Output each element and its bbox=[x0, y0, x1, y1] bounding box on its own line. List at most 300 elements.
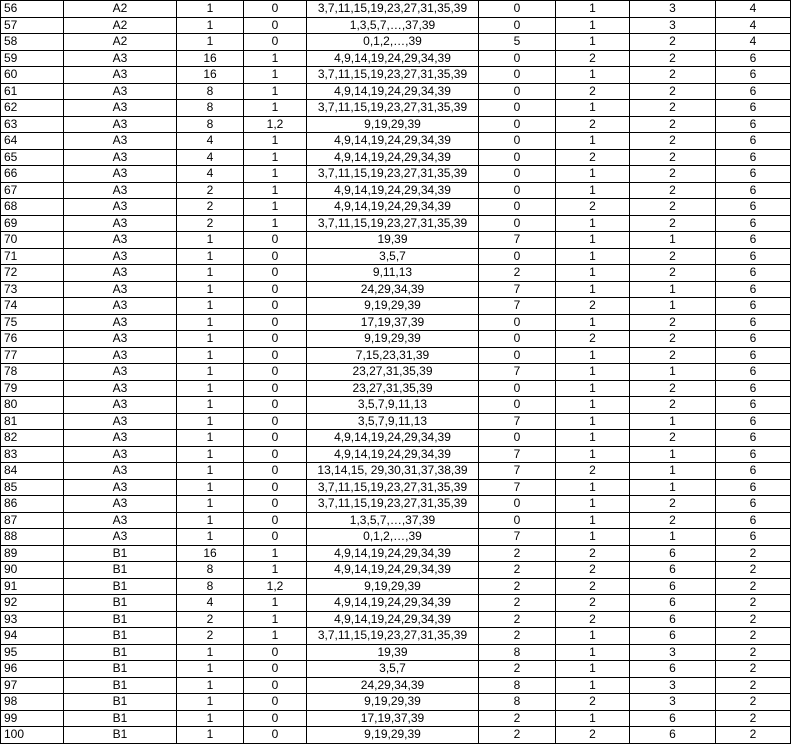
col7-cell: 1 bbox=[556, 1, 630, 18]
count-cell: 1 bbox=[177, 232, 244, 249]
row-number-cell: 98 bbox=[1, 694, 64, 711]
col7-cell: 1 bbox=[556, 430, 630, 447]
flag-cell: 0 bbox=[244, 248, 307, 265]
col9-cell: 2 bbox=[716, 661, 791, 678]
col7-cell: 1 bbox=[556, 529, 630, 546]
count-cell: 1 bbox=[177, 397, 244, 414]
col9-cell: 6 bbox=[716, 380, 791, 397]
sequence-cell: 19,39 bbox=[307, 232, 479, 249]
group-cell: A3 bbox=[64, 199, 177, 216]
sequence-cell: 3,5,7 bbox=[307, 661, 479, 678]
count-cell: 1 bbox=[177, 380, 244, 397]
col6-cell: 7 bbox=[479, 446, 556, 463]
flag-cell: 1 bbox=[244, 149, 307, 166]
col9-cell: 6 bbox=[716, 232, 791, 249]
table-row bbox=[1, 67, 791, 84]
col7-cell: 1 bbox=[556, 644, 630, 661]
sequence-cell: 4,9,14,19,24,29,34,39 bbox=[307, 611, 479, 628]
col9-cell: 6 bbox=[716, 397, 791, 414]
sequence-cell: 4,9,14,19,24,29,34,39 bbox=[307, 446, 479, 463]
count-cell: 1 bbox=[177, 479, 244, 496]
col6-cell: 7 bbox=[479, 364, 556, 381]
table-row bbox=[1, 166, 791, 183]
table-row bbox=[1, 34, 791, 51]
col8-cell: 6 bbox=[630, 595, 716, 612]
count-cell: 16 bbox=[177, 67, 244, 84]
count-cell: 2 bbox=[177, 611, 244, 628]
group-cell: A2 bbox=[64, 17, 177, 34]
table-row bbox=[1, 496, 791, 513]
count-cell: 1 bbox=[177, 17, 244, 34]
col9-cell: 6 bbox=[716, 347, 791, 364]
row-number-cell: 62 bbox=[1, 100, 64, 117]
flag-cell: 1 bbox=[244, 100, 307, 117]
group-cell: A3 bbox=[64, 397, 177, 414]
col6-cell: 7 bbox=[479, 529, 556, 546]
row-number-cell: 89 bbox=[1, 545, 64, 562]
col6-cell: 7 bbox=[479, 298, 556, 315]
flag-cell: 0 bbox=[244, 331, 307, 348]
flag-cell: 1 bbox=[244, 595, 307, 612]
row-number-cell: 66 bbox=[1, 166, 64, 183]
flag-cell: 0 bbox=[244, 281, 307, 298]
count-cell: 1 bbox=[177, 694, 244, 711]
col6-cell: 2 bbox=[479, 545, 556, 562]
flag-cell: 0 bbox=[244, 496, 307, 513]
col7-cell: 1 bbox=[556, 314, 630, 331]
count-cell: 1 bbox=[177, 331, 244, 348]
count-cell: 4 bbox=[177, 149, 244, 166]
col8-cell: 2 bbox=[630, 512, 716, 529]
col9-cell: 6 bbox=[716, 182, 791, 199]
sequence-cell: 3,7,11,15,19,23,27,31,35,39 bbox=[307, 1, 479, 18]
table-row bbox=[1, 446, 791, 463]
group-cell: A3 bbox=[64, 248, 177, 265]
sequence-cell: 9,19,29,39 bbox=[307, 727, 479, 744]
count-cell: 1 bbox=[177, 413, 244, 430]
table-row bbox=[1, 265, 791, 282]
count-cell: 1 bbox=[177, 248, 244, 265]
group-cell: B1 bbox=[64, 710, 177, 727]
table-row bbox=[1, 182, 791, 199]
col6-cell: 0 bbox=[479, 314, 556, 331]
sequence-cell: 13,14,15, 29,30,31,37,38,39 bbox=[307, 463, 479, 480]
group-cell: A2 bbox=[64, 34, 177, 51]
count-cell: 1 bbox=[177, 364, 244, 381]
col7-cell: 1 bbox=[556, 281, 630, 298]
col7-cell: 1 bbox=[556, 446, 630, 463]
col6-cell: 0 bbox=[479, 380, 556, 397]
col9-cell: 6 bbox=[716, 83, 791, 100]
col6-cell: 2 bbox=[479, 265, 556, 282]
flag-cell: 1,2 bbox=[244, 116, 307, 133]
col9-cell: 2 bbox=[716, 710, 791, 727]
table-row bbox=[1, 413, 791, 430]
col8-cell: 2 bbox=[630, 496, 716, 513]
col6-cell: 0 bbox=[479, 116, 556, 133]
sequence-cell: 0,1,2,…,39 bbox=[307, 529, 479, 546]
col8-cell: 3 bbox=[630, 644, 716, 661]
row-number-cell: 78 bbox=[1, 364, 64, 381]
flag-cell: 0 bbox=[244, 347, 307, 364]
group-cell: A3 bbox=[64, 331, 177, 348]
count-cell: 1 bbox=[177, 1, 244, 18]
col7-cell: 2 bbox=[556, 578, 630, 595]
col8-cell: 6 bbox=[630, 727, 716, 744]
col7-cell: 1 bbox=[556, 661, 630, 678]
col8-cell: 6 bbox=[630, 661, 716, 678]
col7-cell: 2 bbox=[556, 727, 630, 744]
row-number-cell: 83 bbox=[1, 446, 64, 463]
table-row bbox=[1, 116, 791, 133]
group-cell: A3 bbox=[64, 413, 177, 430]
sequence-cell: 17,19,37,39 bbox=[307, 314, 479, 331]
group-cell: A3 bbox=[64, 133, 177, 150]
col6-cell: 5 bbox=[479, 34, 556, 51]
flag-cell: 0 bbox=[244, 314, 307, 331]
col8-cell: 2 bbox=[630, 67, 716, 84]
col6-cell: 7 bbox=[479, 413, 556, 430]
flag-cell: 0 bbox=[244, 1, 307, 18]
sequence-cell: 4,9,14,19,24,29,34,39 bbox=[307, 430, 479, 447]
group-cell: A3 bbox=[64, 496, 177, 513]
table-row bbox=[1, 281, 791, 298]
col6-cell: 2 bbox=[479, 661, 556, 678]
flag-cell: 1 bbox=[244, 545, 307, 562]
group-cell: A3 bbox=[64, 166, 177, 183]
sequence-cell: 19,39 bbox=[307, 644, 479, 661]
table-row bbox=[1, 298, 791, 315]
col9-cell: 2 bbox=[716, 677, 791, 694]
row-number-cell: 60 bbox=[1, 67, 64, 84]
group-cell: B1 bbox=[64, 545, 177, 562]
group-cell: A3 bbox=[64, 380, 177, 397]
row-number-cell: 68 bbox=[1, 199, 64, 216]
col8-cell: 2 bbox=[630, 430, 716, 447]
col7-cell: 2 bbox=[556, 83, 630, 100]
col8-cell: 2 bbox=[630, 265, 716, 282]
group-cell: A3 bbox=[64, 215, 177, 232]
sequence-cell: 3,7,11,15,19,23,27,31,35,39 bbox=[307, 215, 479, 232]
col7-cell: 2 bbox=[556, 463, 630, 480]
table-row bbox=[1, 50, 791, 67]
col7-cell: 1 bbox=[556, 512, 630, 529]
col8-cell: 3 bbox=[630, 694, 716, 711]
group-cell: B1 bbox=[64, 727, 177, 744]
group-cell: A3 bbox=[64, 298, 177, 315]
col8-cell: 2 bbox=[630, 397, 716, 414]
table-row bbox=[1, 727, 791, 744]
sequence-cell: 1,3,5,7,…,37,39 bbox=[307, 17, 479, 34]
row-number-cell: 100 bbox=[1, 727, 64, 744]
flag-cell: 0 bbox=[244, 479, 307, 496]
sequence-cell: 9,19,29,39 bbox=[307, 298, 479, 315]
row-number-cell: 67 bbox=[1, 182, 64, 199]
row-number-cell: 61 bbox=[1, 83, 64, 100]
count-cell: 2 bbox=[177, 199, 244, 216]
col8-cell: 2 bbox=[630, 182, 716, 199]
row-number-cell: 80 bbox=[1, 397, 64, 414]
col8-cell: 3 bbox=[630, 17, 716, 34]
table-row bbox=[1, 100, 791, 117]
row-number-cell: 77 bbox=[1, 347, 64, 364]
count-cell: 2 bbox=[177, 628, 244, 645]
table-row bbox=[1, 149, 791, 166]
row-number-cell: 92 bbox=[1, 595, 64, 612]
sequence-cell: 9,19,29,39 bbox=[307, 116, 479, 133]
count-cell: 1 bbox=[177, 710, 244, 727]
col9-cell: 6 bbox=[716, 298, 791, 315]
col9-cell: 2 bbox=[716, 562, 791, 579]
row-number-cell: 69 bbox=[1, 215, 64, 232]
sequence-cell: 4,9,14,19,24,29,34,39 bbox=[307, 149, 479, 166]
flag-cell: 0 bbox=[244, 677, 307, 694]
flag-cell: 0 bbox=[244, 430, 307, 447]
group-cell: A3 bbox=[64, 116, 177, 133]
count-cell: 1 bbox=[177, 446, 244, 463]
col6-cell: 0 bbox=[479, 17, 556, 34]
col9-cell: 6 bbox=[716, 265, 791, 282]
col8-cell: 1 bbox=[630, 281, 716, 298]
col6-cell: 0 bbox=[479, 100, 556, 117]
col8-cell: 2 bbox=[630, 314, 716, 331]
col6-cell: 8 bbox=[479, 677, 556, 694]
row-number-cell: 73 bbox=[1, 281, 64, 298]
count-cell: 1 bbox=[177, 677, 244, 694]
col9-cell: 6 bbox=[716, 331, 791, 348]
group-cell: B1 bbox=[64, 628, 177, 645]
col8-cell: 6 bbox=[630, 611, 716, 628]
flag-cell: 1 bbox=[244, 83, 307, 100]
sequence-cell: 3,7,11,15,19,23,27,31,35,39 bbox=[307, 628, 479, 645]
flag-cell: 1 bbox=[244, 166, 307, 183]
col7-cell: 1 bbox=[556, 182, 630, 199]
sequence-cell: 3,7,11,15,19,23,27,31,35,39 bbox=[307, 100, 479, 117]
col9-cell: 6 bbox=[716, 430, 791, 447]
group-cell: B1 bbox=[64, 595, 177, 612]
row-number-cell: 99 bbox=[1, 710, 64, 727]
row-number-cell: 96 bbox=[1, 661, 64, 678]
col8-cell: 2 bbox=[630, 331, 716, 348]
col8-cell: 3 bbox=[630, 1, 716, 18]
flag-cell: 1 bbox=[244, 182, 307, 199]
table-row bbox=[1, 677, 791, 694]
col9-cell: 2 bbox=[716, 578, 791, 595]
col6-cell: 0 bbox=[479, 199, 556, 216]
sequence-cell: 3,5,7 bbox=[307, 248, 479, 265]
col8-cell: 2 bbox=[630, 166, 716, 183]
count-cell: 1 bbox=[177, 347, 244, 364]
row-number-cell: 90 bbox=[1, 562, 64, 579]
col9-cell: 6 bbox=[716, 116, 791, 133]
sequence-cell: 4,9,14,19,24,29,34,39 bbox=[307, 562, 479, 579]
col9-cell: 6 bbox=[716, 149, 791, 166]
flag-cell: 0 bbox=[244, 397, 307, 414]
flag-cell: 0 bbox=[244, 364, 307, 381]
count-cell: 1 bbox=[177, 529, 244, 546]
group-cell: A3 bbox=[64, 364, 177, 381]
col7-cell: 2 bbox=[556, 298, 630, 315]
col8-cell: 2 bbox=[630, 380, 716, 397]
group-cell: B1 bbox=[64, 578, 177, 595]
count-cell: 1 bbox=[177, 265, 244, 282]
table-row bbox=[1, 133, 791, 150]
col8-cell: 2 bbox=[630, 116, 716, 133]
group-cell: A3 bbox=[64, 50, 177, 67]
col9-cell: 2 bbox=[716, 628, 791, 645]
table-row bbox=[1, 479, 791, 496]
count-cell: 8 bbox=[177, 100, 244, 117]
row-number-cell: 59 bbox=[1, 50, 64, 67]
sequence-cell: 17,19,37,39 bbox=[307, 710, 479, 727]
table-row bbox=[1, 215, 791, 232]
col8-cell: 1 bbox=[630, 479, 716, 496]
col7-cell: 1 bbox=[556, 100, 630, 117]
count-cell: 8 bbox=[177, 578, 244, 595]
table-row bbox=[1, 331, 791, 348]
count-cell: 1 bbox=[177, 661, 244, 678]
col7-cell: 2 bbox=[556, 562, 630, 579]
flag-cell: 0 bbox=[244, 463, 307, 480]
sequence-cell: 3,5,7,9,11,13 bbox=[307, 413, 479, 430]
flag-cell: 1 bbox=[244, 628, 307, 645]
col8-cell: 1 bbox=[630, 298, 716, 315]
col6-cell: 0 bbox=[479, 248, 556, 265]
col9-cell: 4 bbox=[716, 1, 791, 18]
flag-cell: 1 bbox=[244, 67, 307, 84]
group-cell: A3 bbox=[64, 430, 177, 447]
table-row bbox=[1, 562, 791, 579]
table-row bbox=[1, 397, 791, 414]
col9-cell: 6 bbox=[716, 496, 791, 513]
flag-cell: 0 bbox=[244, 644, 307, 661]
sequence-cell: 4,9,14,19,24,29,34,39 bbox=[307, 545, 479, 562]
group-cell: B1 bbox=[64, 694, 177, 711]
col7-cell: 1 bbox=[556, 397, 630, 414]
sequence-cell: 9,19,29,39 bbox=[307, 331, 479, 348]
group-cell: B1 bbox=[64, 644, 177, 661]
group-cell: B1 bbox=[64, 661, 177, 678]
sequence-cell: 3,5,7,9,11,13 bbox=[307, 397, 479, 414]
group-cell: A3 bbox=[64, 67, 177, 84]
col7-cell: 1 bbox=[556, 133, 630, 150]
col7-cell: 1 bbox=[556, 232, 630, 249]
table-row bbox=[1, 628, 791, 645]
count-cell: 2 bbox=[177, 182, 244, 199]
flag-cell: 1 bbox=[244, 562, 307, 579]
group-cell: A3 bbox=[64, 149, 177, 166]
col6-cell: 7 bbox=[479, 281, 556, 298]
group-cell: A3 bbox=[64, 182, 177, 199]
col7-cell: 1 bbox=[556, 496, 630, 513]
sequence-cell: 4,9,14,19,24,29,34,39 bbox=[307, 595, 479, 612]
col9-cell: 2 bbox=[716, 644, 791, 661]
col6-cell: 2 bbox=[479, 562, 556, 579]
col7-cell: 1 bbox=[556, 347, 630, 364]
row-number-cell: 70 bbox=[1, 232, 64, 249]
table-row bbox=[1, 199, 791, 216]
col9-cell: 6 bbox=[716, 446, 791, 463]
group-cell: A3 bbox=[64, 463, 177, 480]
col9-cell: 6 bbox=[716, 529, 791, 546]
count-cell: 1 bbox=[177, 314, 244, 331]
flag-cell: 0 bbox=[244, 413, 307, 430]
sequence-cell: 9,19,29,39 bbox=[307, 578, 479, 595]
table-row bbox=[1, 611, 791, 628]
col9-cell: 2 bbox=[716, 545, 791, 562]
table-row bbox=[1, 347, 791, 364]
col8-cell: 2 bbox=[630, 133, 716, 150]
col7-cell: 2 bbox=[556, 331, 630, 348]
sequence-cell: 24,29,34,39 bbox=[307, 677, 479, 694]
col7-cell: 2 bbox=[556, 116, 630, 133]
col6-cell: 0 bbox=[479, 182, 556, 199]
table-row bbox=[1, 380, 791, 397]
col6-cell: 0 bbox=[479, 215, 556, 232]
col9-cell: 6 bbox=[716, 463, 791, 480]
group-cell: B1 bbox=[64, 677, 177, 694]
row-number-cell: 91 bbox=[1, 578, 64, 595]
flag-cell: 1 bbox=[244, 133, 307, 150]
group-cell: A3 bbox=[64, 100, 177, 117]
flag-cell: 1 bbox=[244, 215, 307, 232]
col7-cell: 1 bbox=[556, 265, 630, 282]
table-row bbox=[1, 17, 791, 34]
col7-cell: 1 bbox=[556, 34, 630, 51]
flag-cell: 0 bbox=[244, 380, 307, 397]
col8-cell: 1 bbox=[630, 463, 716, 480]
col7-cell: 1 bbox=[556, 248, 630, 265]
flag-cell: 0 bbox=[244, 34, 307, 51]
group-cell: A3 bbox=[64, 529, 177, 546]
col8-cell: 1 bbox=[630, 364, 716, 381]
col6-cell: 0 bbox=[479, 496, 556, 513]
row-number-cell: 63 bbox=[1, 116, 64, 133]
col8-cell: 6 bbox=[630, 578, 716, 595]
flag-cell: 0 bbox=[244, 512, 307, 529]
group-cell: A2 bbox=[64, 1, 177, 18]
table-row bbox=[1, 430, 791, 447]
count-cell: 1 bbox=[177, 512, 244, 529]
count-cell: 1 bbox=[177, 644, 244, 661]
row-number-cell: 56 bbox=[1, 1, 64, 18]
row-number-cell: 85 bbox=[1, 479, 64, 496]
count-cell: 4 bbox=[177, 133, 244, 150]
col9-cell: 6 bbox=[716, 199, 791, 216]
col8-cell: 2 bbox=[630, 50, 716, 67]
table-row bbox=[1, 1, 791, 18]
row-number-cell: 94 bbox=[1, 628, 64, 645]
row-number-cell: 58 bbox=[1, 34, 64, 51]
col8-cell: 1 bbox=[630, 529, 716, 546]
col9-cell: 6 bbox=[716, 50, 791, 67]
row-number-cell: 97 bbox=[1, 677, 64, 694]
col8-cell: 3 bbox=[630, 677, 716, 694]
col8-cell: 6 bbox=[630, 545, 716, 562]
col6-cell: 2 bbox=[479, 628, 556, 645]
sequence-cell: 7,15,23,31,39 bbox=[307, 347, 479, 364]
col9-cell: 6 bbox=[716, 67, 791, 84]
group-cell: A3 bbox=[64, 314, 177, 331]
col7-cell: 2 bbox=[556, 611, 630, 628]
row-number-cell: 81 bbox=[1, 413, 64, 430]
row-number-cell: 65 bbox=[1, 149, 64, 166]
col7-cell: 1 bbox=[556, 67, 630, 84]
table-body bbox=[1, 1, 791, 744]
col7-cell: 1 bbox=[556, 677, 630, 694]
count-cell: 1 bbox=[177, 298, 244, 315]
sequence-cell: 3,7,11,15,19,23,27,31,35,39 bbox=[307, 496, 479, 513]
